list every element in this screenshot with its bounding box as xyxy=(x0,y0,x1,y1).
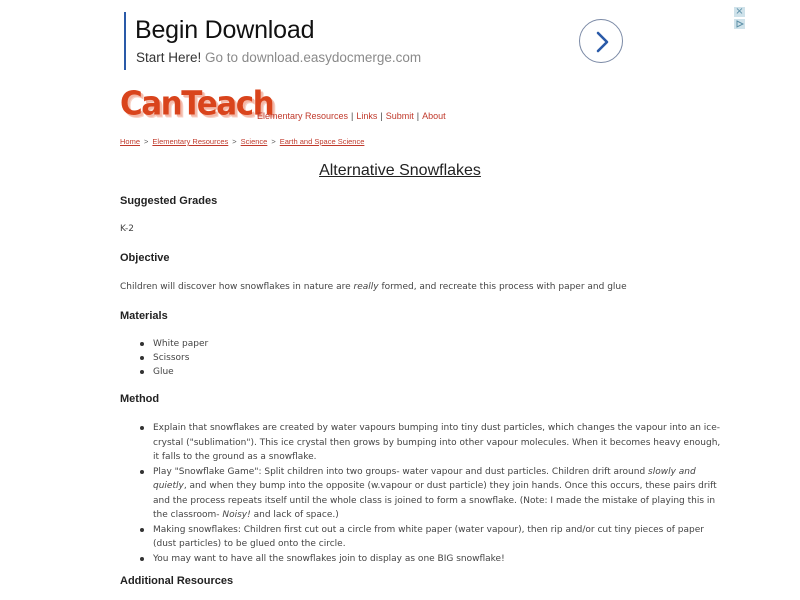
nav-submit[interactable]: Submit xyxy=(385,111,414,121)
method-emphasis: Noisy! xyxy=(222,510,251,520)
method-text-part: , and when they bump into the opposite (w.vapour or dust particle) they join hands. Once this occurs, these pairs drift and the process repeats itself until the whole class is joined to form a snowflake. (Note: I made the mistake of playing this in the classroom- xyxy=(153,481,717,520)
ad-subtitle-strong: Start Here! xyxy=(136,50,202,65)
method-emphasis: slowly and quietly xyxy=(153,466,696,491)
ad-go-button[interactable] xyxy=(579,19,623,63)
list-item: Explain that snowflakes are created by water vapours bumping into tiny dust particles, which changes the vapour into an ice-crystal ("sublimation"). This ice crystal then grows by bumping into other vapour molecules. When it becomes heavy enough, it falls to the ground as a snowflake. xyxy=(153,421,728,465)
ad-accent-bar xyxy=(124,12,126,70)
nav-separator: | xyxy=(380,111,383,121)
list-item: You may want to have all the snowflakes join to display as one BIG snowflake! xyxy=(153,552,728,567)
ad-title[interactable]: Begin Download xyxy=(135,16,315,44)
ad-close-icon[interactable]: × xyxy=(735,6,744,17)
nav-separator: | xyxy=(416,111,420,121)
chevron-right-icon xyxy=(592,30,612,54)
objective-emphasis: really xyxy=(353,282,379,292)
grades-text: K-2 xyxy=(120,224,134,234)
list-item: Scissors xyxy=(153,351,208,365)
list-item: Making snowflakes: Children first cut out a circle from white paper (water vapour), then rip and/or cut tiny pieces of paper (dust particles) to be glued onto the circle. xyxy=(153,523,728,552)
breadcrumb-elementary-resources[interactable]: Elementary Resources xyxy=(152,137,229,146)
heading-objective: Objective xyxy=(120,252,170,264)
ad-banner[interactable] xyxy=(124,10,644,72)
ad-choices-icon[interactable] xyxy=(734,19,745,29)
list-item: White paper xyxy=(153,339,209,349)
top-nav xyxy=(257,111,446,121)
breadcrumb-science[interactable]: Science xyxy=(240,137,268,146)
breadcrumb-separator: > xyxy=(271,137,276,146)
heading-materials: Materials xyxy=(120,310,168,322)
breadcrumb xyxy=(120,137,364,146)
ad-subtitle-url: Go to download.easydocmerge.com xyxy=(201,50,422,65)
page-title: Alternative Snowflakes xyxy=(319,162,481,179)
method-text-part: and lack of space.) xyxy=(250,510,339,520)
list-item xyxy=(153,465,728,523)
nav-about[interactable]: About xyxy=(422,111,446,121)
breadcrumb-separator: > xyxy=(232,137,237,146)
site-logo[interactable]: CanTeach xyxy=(120,85,274,123)
ad-subtitle[interactable] xyxy=(136,50,421,65)
objective-text xyxy=(120,282,627,292)
objective-text-part: Children will discover how snowflakes in nature are xyxy=(120,282,354,292)
nav-links[interactable]: Links xyxy=(356,111,378,121)
breadcrumb-separator: > xyxy=(144,137,149,146)
breadcrumb-earth-space-science[interactable]: Earth and Space Science xyxy=(279,137,365,146)
heading-additional-resources: Additional Resources xyxy=(120,575,234,587)
nav-elementary-resources[interactable]: Elementary Resources xyxy=(257,111,349,121)
nav-separator: | xyxy=(351,111,354,121)
list-item: Glue xyxy=(153,365,208,379)
method-text-part: Play "Snowflake Game": Split children into two groups- water vapour and dust particles. Children drift around xyxy=(153,466,649,477)
objective-text-part: formed, and recreate this process with paper and glue xyxy=(378,282,627,292)
heading-method: Method xyxy=(120,393,160,405)
breadcrumb-home[interactable]: Home xyxy=(120,137,141,146)
method-list xyxy=(120,421,728,566)
heading-suggested-grades: Suggested Grades xyxy=(120,195,218,207)
materials-list xyxy=(120,337,208,379)
